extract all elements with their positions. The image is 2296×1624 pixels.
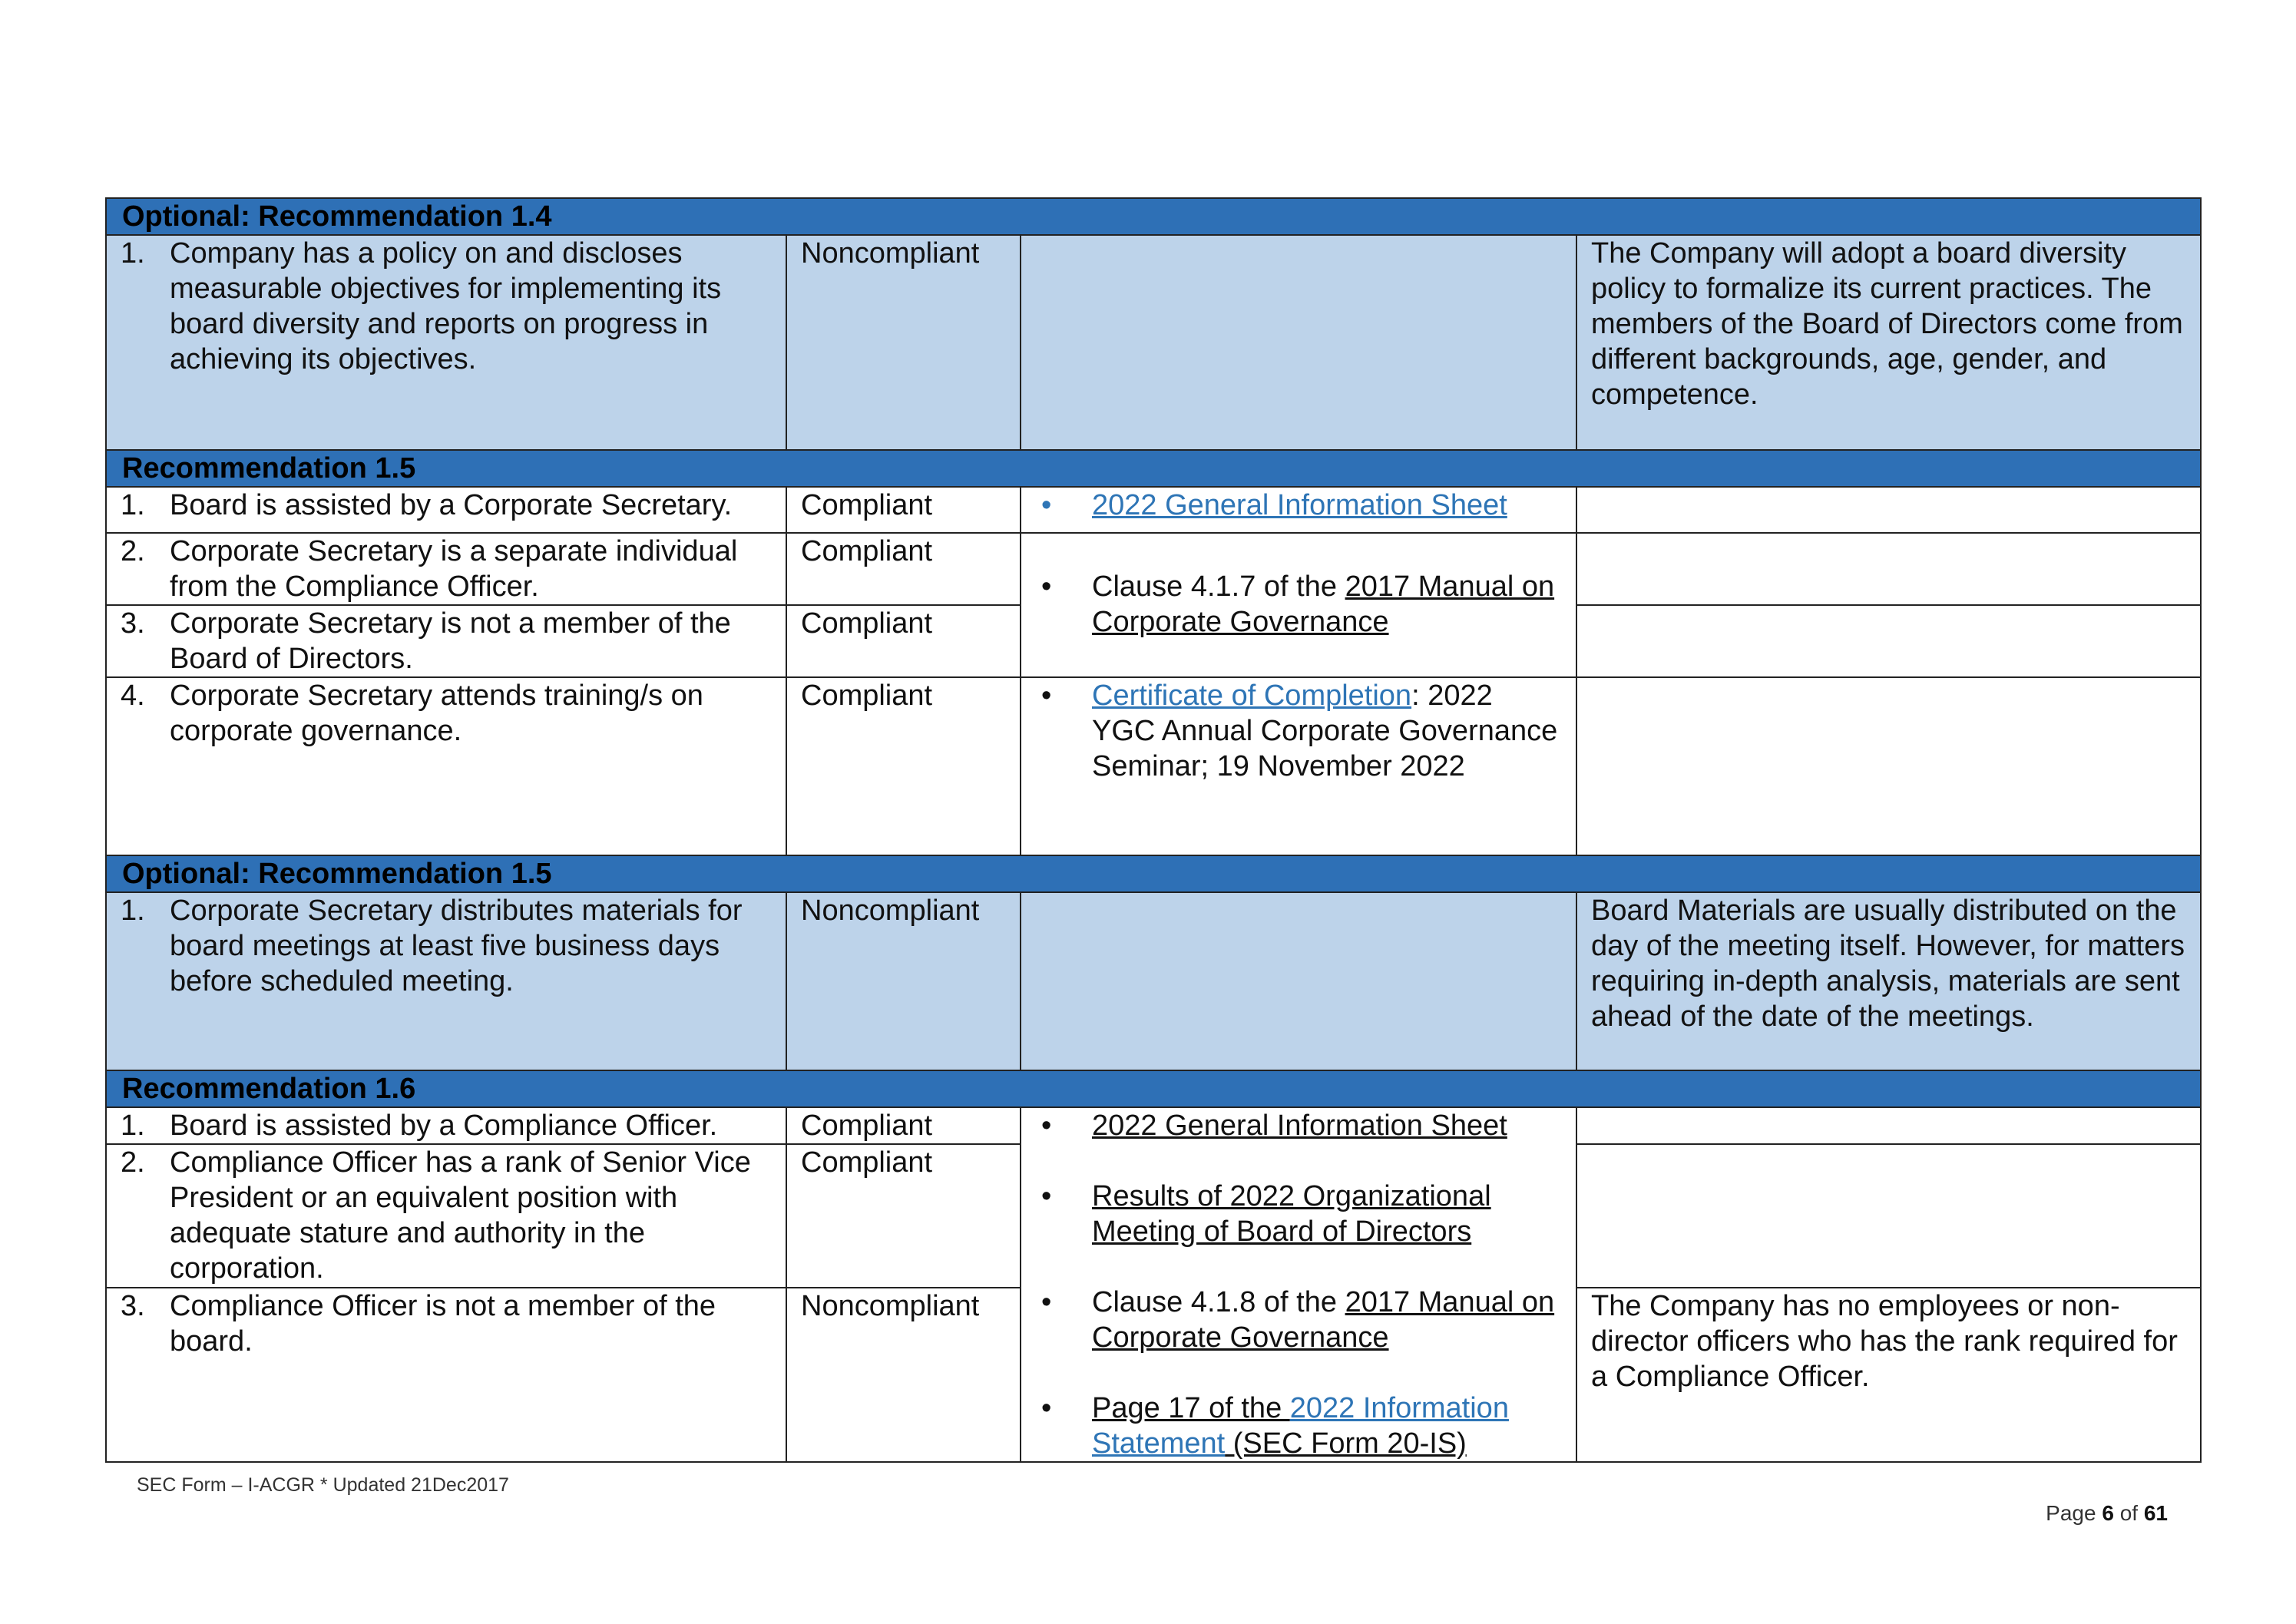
evidence-text: Clause 4.1.8 of the [1092, 1286, 1345, 1318]
item-number: 2. [121, 535, 145, 567]
table-row [106, 1107, 2201, 1144]
recommendation-cell [106, 605, 786, 677]
status-cell: Compliant [786, 487, 1021, 533]
recommendation-cell [106, 1288, 786, 1462]
section-header-rec-1-6 [106, 1070, 2201, 1107]
recommendation-cell [106, 1107, 786, 1144]
recommendation-cell [106, 892, 786, 1070]
bullet: • [1041, 1110, 1052, 1142]
evidence-text: : 2022 YGC Annual Corporate Governance Seminar; 19 November 2022 [1092, 680, 1558, 782]
manual-link[interactable]: 2017 Manual on Corporate Governance [1092, 571, 1555, 638]
item-number: 1. [121, 237, 145, 270]
evidence-item [1035, 1285, 1562, 1355]
recommendation-cell [106, 677, 786, 855]
explanation-cell [1576, 677, 2201, 855]
form-footer: SEC Form – I-ACGR * Updated 21Dec2017 [137, 1474, 509, 1496]
evidence-item [1035, 569, 1562, 640]
evidence-item [1035, 678, 1562, 784]
evidence-text: Page 17 of the [1092, 1392, 1290, 1424]
item-text: Corporate Secretary is a separate individual from the Compliance Officer. [170, 535, 738, 603]
section-heading: Optional: Recommendation 1.4 [106, 198, 2201, 235]
item-text: Company has a policy on and discloses measurable objectives for implementing its board diversity and reports on progress in achieving its objectives. [170, 237, 722, 375]
evidence-cell [1021, 235, 1576, 450]
item-number: 3. [121, 1290, 145, 1322]
explanation-cell [1576, 605, 2201, 677]
bullet: • [1041, 1180, 1052, 1212]
section-header-opt-rec-1-4 [106, 198, 2201, 235]
bullet: • [1041, 1286, 1052, 1318]
section-header-rec-1-5 [106, 450, 2201, 487]
explanation-cell [1576, 1144, 2201, 1288]
status-cell: Noncompliant [786, 1288, 1021, 1462]
bullet: • [1041, 489, 1052, 521]
status-cell: Compliant [786, 677, 1021, 855]
evidence-item [1035, 1108, 1562, 1143]
gis-link[interactable]: 2022 General Information Sheet [1092, 489, 1507, 521]
item-text: Corporate Secretary distributes materials for board meetings at least five business days before scheduled meeting. [170, 895, 743, 997]
page-of-label: of [2113, 1501, 2144, 1525]
evidence-item [1035, 1179, 1562, 1249]
table-row [106, 487, 2201, 533]
item-text: Corporate Secretary is not a member of the Board of Directors. [170, 607, 731, 675]
explanation-cell: Board Materials are usually distributed on the day of the meeting itself. However, for matters requiring in-depth analysis, materials are sent ahead of the date of the meetings. [1576, 892, 2201, 1070]
explanation-cell: The Company has no employees or non-director officers who has the rank required for a Compliance Officer. [1576, 1288, 2201, 1462]
explanation-cell: The Company will adopt a board diversity policy to formalize its current practices. The members of the Board of Directors come from different backgrounds, age, gender, and competence. [1576, 235, 2201, 450]
evidence-item [1035, 1391, 1562, 1461]
table-row [106, 533, 2201, 605]
item-number: 4. [121, 680, 145, 712]
recommendation-cell [106, 487, 786, 533]
explanation-cell [1576, 487, 2201, 533]
status-cell: Compliant [786, 1144, 1021, 1288]
evidence-item [1035, 488, 1562, 523]
page-current: 6 [2102, 1501, 2114, 1525]
item-text: Compliance Officer is not a member of the board. [170, 1290, 716, 1358]
evidence-cell [1021, 487, 1576, 533]
org-meeting-link[interactable]: Results of 2022 Organizational Meeting of Board of Directors [1092, 1180, 1491, 1248]
evidence-text: (SEC Form 20-IS) [1225, 1427, 1467, 1460]
item-number: 1. [121, 895, 145, 927]
certificate-link[interactable]: Certificate of Completion [1092, 680, 1412, 712]
information-statement-link[interactable]: 2022 Information Statement [1092, 1392, 1509, 1460]
section-heading: Recommendation 1.6 [106, 1070, 2201, 1107]
recommendation-cell [106, 533, 786, 605]
bullet: • [1041, 571, 1052, 603]
page-number [2046, 1501, 2168, 1526]
manual-link[interactable]: 2017 Manual on Corporate Governance [1092, 1286, 1555, 1354]
item-text: Board is assisted by a Corporate Secretary. [170, 489, 733, 521]
item-number: 2. [121, 1146, 145, 1179]
gis-link[interactable]: 2022 General Information Sheet [1092, 1110, 1507, 1142]
section-heading: Optional: Recommendation 1.5 [106, 855, 2201, 892]
bullet: • [1041, 680, 1052, 712]
explanation-cell [1576, 533, 2201, 605]
status-cell: Noncompliant [786, 892, 1021, 1070]
evidence-cell [1021, 533, 1576, 677]
section-heading: Recommendation 1.5 [106, 450, 2201, 487]
item-text: Compliance Officer has a rank of Senior Vice President or an equivalent position with adequate stature and authority in the corporation. [170, 1146, 751, 1285]
status-cell: Noncompliant [786, 235, 1021, 450]
item-number: 1. [121, 489, 145, 521]
acgr-table [105, 197, 2202, 1463]
status-cell: Compliant [786, 533, 1021, 605]
evidence-cell [1021, 892, 1576, 1070]
page-label: Page [2046, 1501, 2102, 1525]
explanation-cell [1576, 1107, 2201, 1144]
item-number: 3. [121, 607, 145, 640]
status-cell: Compliant [786, 605, 1021, 677]
evidence-cell [1021, 677, 1576, 855]
page-total: 61 [2143, 1501, 2168, 1525]
evidence-cell [1021, 1107, 1576, 1462]
status-cell: Compliant [786, 1107, 1021, 1144]
table-row [106, 677, 2201, 855]
evidence-text: Clause 4.1.7 of the [1092, 571, 1345, 603]
recommendation-cell [106, 1144, 786, 1288]
item-number: 1. [121, 1110, 145, 1142]
table-row [106, 892, 2201, 1070]
section-header-opt-rec-1-5 [106, 855, 2201, 892]
item-text: Corporate Secretary attends training/s on corporate governance. [170, 680, 703, 747]
bullet: • [1041, 1392, 1052, 1424]
recommendation-cell [106, 235, 786, 450]
table-row [106, 235, 2201, 450]
item-text: Board is assisted by a Compliance Officer. [170, 1110, 718, 1142]
